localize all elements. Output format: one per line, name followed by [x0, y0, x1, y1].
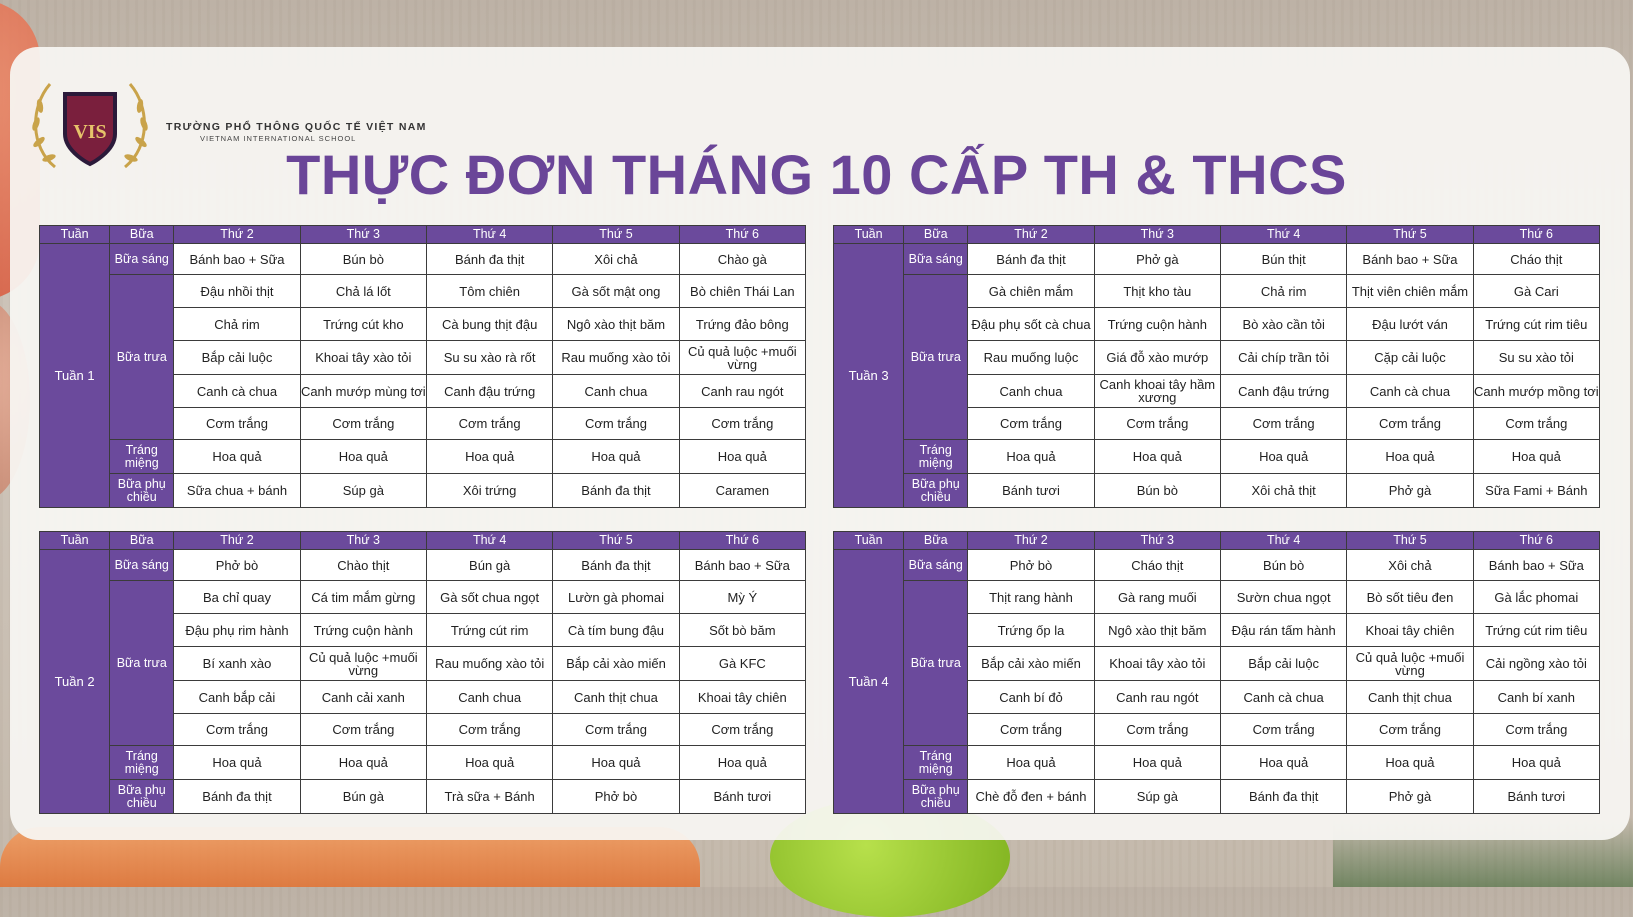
menu-cell: Hoa quả [679, 440, 805, 474]
menu-cell: Trứng cút rim tiêu [1473, 308, 1599, 341]
menu-cell: Cà bung thịt đậu [426, 308, 552, 341]
menu-cell: Canh chua [426, 681, 552, 714]
table-row [834, 244, 1600, 275]
menu-cell: Cơm trắng [1094, 714, 1220, 746]
menu-cell: Súp gà [300, 474, 426, 508]
menu-cell: Hoa quả [426, 440, 552, 474]
column-header: Thứ 2 [174, 532, 300, 550]
column-header: Thứ 6 [1473, 532, 1599, 550]
meal-label: Bữa sáng [904, 550, 968, 581]
menu-cell: Bún bò [300, 244, 426, 275]
menu-cell: Gà KFC [679, 647, 805, 681]
header-row [834, 226, 1600, 244]
menu-cell: Trứng cuộn hành [1094, 308, 1220, 341]
menu-cell: Cơm trắng [1473, 714, 1599, 746]
menu-cell: Hoa quả [426, 746, 552, 780]
menu-cell: Cơm trắng [1347, 714, 1473, 746]
meal-label: Bữa sáng [904, 244, 968, 275]
school-name-vi: TRƯỜNG PHỔ THÔNG QUỐC TẾ VIỆT NAM [166, 121, 427, 133]
menu-cell: Hoa quả [1220, 440, 1346, 474]
menu-cell: Khoai tây chiên [1347, 614, 1473, 647]
menu-cell: Phở gà [1347, 780, 1473, 814]
header-row [40, 226, 806, 244]
menu-cell: Canh rau ngót [1094, 681, 1220, 714]
menu-cell: Cơm trắng [553, 408, 679, 440]
menu-cell: Cơm trắng [679, 714, 805, 746]
menu-cell: Cháo thịt [1473, 244, 1599, 275]
menu-cell: Đậu rán tấm hành [1220, 614, 1346, 647]
column-header: Bữa [904, 532, 968, 550]
menu-cell: Hoa quả [174, 746, 300, 780]
menu-cell: Củ quả luộc +muối vừng [679, 341, 805, 375]
menu-cell: Bắp cải xào miến [553, 647, 679, 681]
column-header: Bữa [110, 226, 174, 244]
menu-cell: Bánh bao + Sữa [1473, 550, 1599, 581]
menu-cell: Cơm trắng [300, 714, 426, 746]
table-row [40, 440, 806, 474]
column-header: Thứ 6 [1473, 226, 1599, 244]
menu-cell: Bánh đa thịt [426, 244, 552, 275]
menu-cell: Bắp cải luộc [1220, 647, 1346, 681]
menu-cell: Phở bò [174, 550, 300, 581]
menu-cell: Su su xào rà rốt [426, 341, 552, 375]
menu-cell: Trứng cút kho [300, 308, 426, 341]
menu-cell: Bò xào cần tỏi [1220, 308, 1346, 341]
menu-cell: Hoa quả [553, 440, 679, 474]
menu-cell: Ngô xào thịt băm [1094, 614, 1220, 647]
menu-cell: Canh cải xanh [300, 681, 426, 714]
menu-cell: Hoa quả [968, 440, 1094, 474]
menu-cell: Bánh tươi [1473, 780, 1599, 814]
menu-cell: Su su xào tỏi [1473, 341, 1599, 375]
menu-cell: Canh chua [553, 375, 679, 408]
table-row [40, 780, 806, 814]
meal-label: Bữa trưa [110, 275, 174, 440]
table-row [40, 474, 806, 508]
menu-cell: Bún bò [1220, 550, 1346, 581]
meal-label: Bữa phụ chiều [904, 474, 968, 508]
menu-cell: Chào thịt [300, 550, 426, 581]
table-row [40, 275, 806, 308]
menu-cell: Đậu phụ sốt cà chua [968, 308, 1094, 341]
menu-cell: Hoa quả [1094, 746, 1220, 780]
menu-cell: Canh đậu trứng [426, 375, 552, 408]
meal-label: Bữa trưa [904, 275, 968, 440]
menu-cell: Trứng đảo bông [679, 308, 805, 341]
menu-cell: Hoa quả [1220, 746, 1346, 780]
page-title: THỰC ĐƠN THÁNG 10 CẤP TH & THCS [286, 143, 1347, 206]
menu-cell: Ngô xào thịt băm [553, 308, 679, 341]
menu-cell: Canh bắp cải [174, 681, 300, 714]
svg-text:VIS: VIS [73, 121, 107, 143]
menu-cell: Lườn gà phomai [553, 581, 679, 614]
meal-label: Tráng miệng [904, 440, 968, 474]
menu-table-week-1 [39, 225, 806, 508]
menu-cell: Thịt kho tàu [1094, 275, 1220, 308]
table-row [834, 746, 1600, 780]
menu-cell: Phở gà [1094, 244, 1220, 275]
table-row [834, 440, 1600, 474]
menu-cell: Hoa quả [1094, 440, 1220, 474]
menu-cell: Hoa quả [300, 440, 426, 474]
week-label: Tuần 4 [834, 550, 904, 814]
menu-cell: Canh rau ngót [679, 375, 805, 408]
menu-cell: Trà sữa + Bánh [426, 780, 552, 814]
menu-cell: Mỳ Ý [679, 581, 805, 614]
menu-cell: Canh chua [968, 375, 1094, 408]
column-header: Tuần [40, 532, 110, 550]
menu-cell: Bắp cải luộc [174, 341, 300, 375]
meal-label: Tráng miệng [110, 440, 174, 474]
menu-cell: Caramen [679, 474, 805, 508]
column-header: Thứ 3 [300, 226, 426, 244]
menu-cell: Gà sốt chua ngọt [426, 581, 552, 614]
menu-cell: Cơm trắng [968, 408, 1094, 440]
menu-cell: Trứng cút rim tiêu [1473, 614, 1599, 647]
menu-cell: Trứng cút rim [426, 614, 552, 647]
column-header: Bữa [110, 532, 174, 550]
menu-cell: Cơm trắng [1347, 408, 1473, 440]
column-header: Thứ 4 [1220, 226, 1346, 244]
menu-cell: Chả rim [174, 308, 300, 341]
table-row [40, 550, 806, 581]
menu-cell: Củ quả luộc +muối vừng [1347, 647, 1473, 681]
column-header: Thứ 5 [1347, 226, 1473, 244]
menu-cell: Giá đỗ xào mướp [1094, 341, 1220, 375]
menu-cell: Rau muống xào tỏi [426, 647, 552, 681]
menu-cell: Tôm chiên [426, 275, 552, 308]
menu-cell: Bún gà [426, 550, 552, 581]
table-row [834, 780, 1600, 814]
menu-cell: Bánh đa thịt [968, 244, 1094, 275]
menu-cell: Canh bí xanh [1473, 681, 1599, 714]
table-row [40, 581, 806, 614]
menu-cell: Canh cà chua [1220, 681, 1346, 714]
meal-label: Bữa phụ chiều [110, 780, 174, 814]
menu-cell: Bánh bao + Sữa [1347, 244, 1473, 275]
menu-cell: Xôi chả [553, 244, 679, 275]
menu-cell: Canh đậu trứng [1220, 375, 1346, 408]
column-header: Thứ 5 [1347, 532, 1473, 550]
menu-cell: Sườn chua ngọt [1220, 581, 1346, 614]
meal-label: Bữa phụ chiều [110, 474, 174, 508]
menu-cell: Bánh đa thịt [553, 550, 679, 581]
menu-cell: Hoa quả [553, 746, 679, 780]
menu-cell: Canh cà chua [1347, 375, 1473, 408]
menu-cell: Hoa quả [679, 746, 805, 780]
column-header: Thứ 3 [1094, 532, 1220, 550]
column-header: Thứ 2 [968, 226, 1094, 244]
menu-cell: Sữa chua + bánh [174, 474, 300, 508]
menu-cell: Trứng cuộn hành [300, 614, 426, 647]
menu-cell: Gà lắc phomai [1473, 581, 1599, 614]
menu-cell: Cơm trắng [300, 408, 426, 440]
menu-cell: Cải ngồng xào tỏi [1473, 647, 1599, 681]
menu-cell: Xôi trứng [426, 474, 552, 508]
menu-cell: Hoa quả [1347, 746, 1473, 780]
menu-cell: Rau muống luộc [968, 341, 1094, 375]
menu-cell: Bún gà [300, 780, 426, 814]
week-label: Tuần 1 [40, 244, 110, 508]
menu-cell: Bí xanh xào [174, 647, 300, 681]
menu-cell: Bánh tươi [968, 474, 1094, 508]
menu-cell: Chè đỗ đen + bánh [968, 780, 1094, 814]
week-label: Tuần 3 [834, 244, 904, 508]
menu-cell: Cơm trắng [1220, 714, 1346, 746]
menu-cell: Gà Cari [1473, 275, 1599, 308]
menu-cell: Bún bò [1094, 474, 1220, 508]
menu-table-week-4 [833, 531, 1600, 814]
menu-table-week-2 [39, 531, 806, 814]
column-header: Thứ 6 [679, 532, 805, 550]
menu-cell: Cá tim mắm gừng [300, 581, 426, 614]
menu-cell: Canh bí đỏ [968, 681, 1094, 714]
menu-cell: Sốt bò băm [679, 614, 805, 647]
menu-cell: Thịt rang hành [968, 581, 1094, 614]
menu-cell: Khoai tây chiên [679, 681, 805, 714]
menu-cell: Đậu nhồi thịt [174, 275, 300, 308]
menu-cell: Bánh bao + Sữa [174, 244, 300, 275]
menu-cell: Sữa Fami + Bánh [1473, 474, 1599, 508]
menu-cell: Canh khoai tây hầm xương [1094, 375, 1220, 408]
menu-cell: Hoa quả [1473, 440, 1599, 474]
menu-cell: Bò sốt tiêu đen [1347, 581, 1473, 614]
menu-cell: Củ quả luộc +muối vừng [300, 647, 426, 681]
table-row [834, 275, 1600, 308]
menu-cell: Canh mướp mồng tơi [1473, 375, 1599, 408]
menu-cell: Cơm trắng [426, 408, 552, 440]
menu-cell: Hoa quả [1347, 440, 1473, 474]
menu-cell: Cơm trắng [553, 714, 679, 746]
menu-cell: Bò chiên Thái Lan [679, 275, 805, 308]
menu-cell: Canh mướp mùng tơi [300, 375, 426, 408]
menu-cell: Hoa quả [174, 440, 300, 474]
column-header: Thứ 3 [1094, 226, 1220, 244]
menu-cell: Xôi chả thịt [1220, 474, 1346, 508]
menu-cell: Súp gà [1094, 780, 1220, 814]
meal-label: Tráng miệng [904, 746, 968, 780]
menu-cell: Cơm trắng [1094, 408, 1220, 440]
menu-cell: Phở bò [968, 550, 1094, 581]
menu-cell: Trứng ốp la [968, 614, 1094, 647]
menu-cell: Phở bò [553, 780, 679, 814]
menu-cell: Chả rim [1220, 275, 1346, 308]
column-header: Thứ 5 [553, 532, 679, 550]
column-header: Thứ 2 [968, 532, 1094, 550]
week-label: Tuần 2 [40, 550, 110, 814]
menu-cell: Cơm trắng [1220, 408, 1346, 440]
menu-cell: Bánh tươi [679, 780, 805, 814]
menu-cell: Bắp cải xào miến [968, 647, 1094, 681]
column-header: Thứ 4 [426, 226, 552, 244]
menu-cell: Canh thịt chua [553, 681, 679, 714]
meal-label: Bữa sáng [110, 550, 174, 581]
column-header: Tuần [834, 532, 904, 550]
column-header: Thứ 2 [174, 226, 300, 244]
table-row [40, 244, 806, 275]
header-row [40, 532, 806, 550]
meal-label: Bữa trưa [110, 581, 174, 746]
column-header: Tuần [40, 226, 110, 244]
menu-cell: Khoai tây xào tỏi [1094, 647, 1220, 681]
menu-cell: Đậu lướt ván [1347, 308, 1473, 341]
menu-cell: Chả lá lốt [300, 275, 426, 308]
menu-table-week-3 [833, 225, 1600, 508]
menu-cell: Cơm trắng [679, 408, 805, 440]
meal-label: Bữa trưa [904, 581, 968, 746]
menu-cell: Cơm trắng [174, 408, 300, 440]
table-row [834, 474, 1600, 508]
menu-cell: Hoa quả [1473, 746, 1599, 780]
menu-cell: Cà tím bung đậu [553, 614, 679, 647]
menu-cell: Canh thịt chua [1347, 681, 1473, 714]
menu-cell: Đậu phụ rim hành [174, 614, 300, 647]
header-row [834, 532, 1600, 550]
menu-cell: Cơm trắng [426, 714, 552, 746]
menu-cell: Cải chíp trần tỏi [1220, 341, 1346, 375]
column-header: Tuần [834, 226, 904, 244]
menu-cell: Canh cà chua [174, 375, 300, 408]
column-header: Thứ 4 [1220, 532, 1346, 550]
menu-cell: Bánh đa thịt [174, 780, 300, 814]
column-header: Bữa [904, 226, 968, 244]
menu-cell: Hoa quả [300, 746, 426, 780]
menu-cell: Gà rang muối [1094, 581, 1220, 614]
menu-cell: Bún thịt [1220, 244, 1346, 275]
table-row [834, 581, 1600, 614]
menu-cell: Rau muống xào tỏi [553, 341, 679, 375]
menu-cell: Bánh đa thịt [1220, 780, 1346, 814]
menu-cell: Chào gà [679, 244, 805, 275]
menu-cell: Phở gà [1347, 474, 1473, 508]
menu-cell: Cặp cải luộc [1347, 341, 1473, 375]
menu-cell: Bánh bao + Sữa [679, 550, 805, 581]
menu-cell: Gà sốt mật ong [553, 275, 679, 308]
menu-cell: Cơm trắng [968, 714, 1094, 746]
table-row [834, 550, 1600, 581]
menu-cell: Hoa quả [968, 746, 1094, 780]
table-row [40, 746, 806, 780]
column-header: Thứ 5 [553, 226, 679, 244]
menu-cell: Ba chỉ quay [174, 581, 300, 614]
meal-label: Tráng miệng [110, 746, 174, 780]
menu-cell: Bánh đa thịt [553, 474, 679, 508]
column-header: Thứ 6 [679, 226, 805, 244]
menu-cell: Xôi chả [1347, 550, 1473, 581]
menu-cell: Khoai tây xào tỏi [300, 341, 426, 375]
menu-cell: Cơm trắng [174, 714, 300, 746]
menu-cell: Thịt viên chiên mắm [1347, 275, 1473, 308]
column-header: Thứ 3 [300, 532, 426, 550]
meal-label: Bữa phụ chiều [904, 780, 968, 814]
menu-cell: Cơm trắng [1473, 408, 1599, 440]
menu-cell: Cháo thịt [1094, 550, 1220, 581]
meal-label: Bữa sáng [110, 244, 174, 275]
menu-cell: Gà chiên mắm [968, 275, 1094, 308]
school-name-en: VIETNAM INTERNATIONAL SCHOOL [200, 134, 357, 143]
column-header: Thứ 4 [426, 532, 552, 550]
